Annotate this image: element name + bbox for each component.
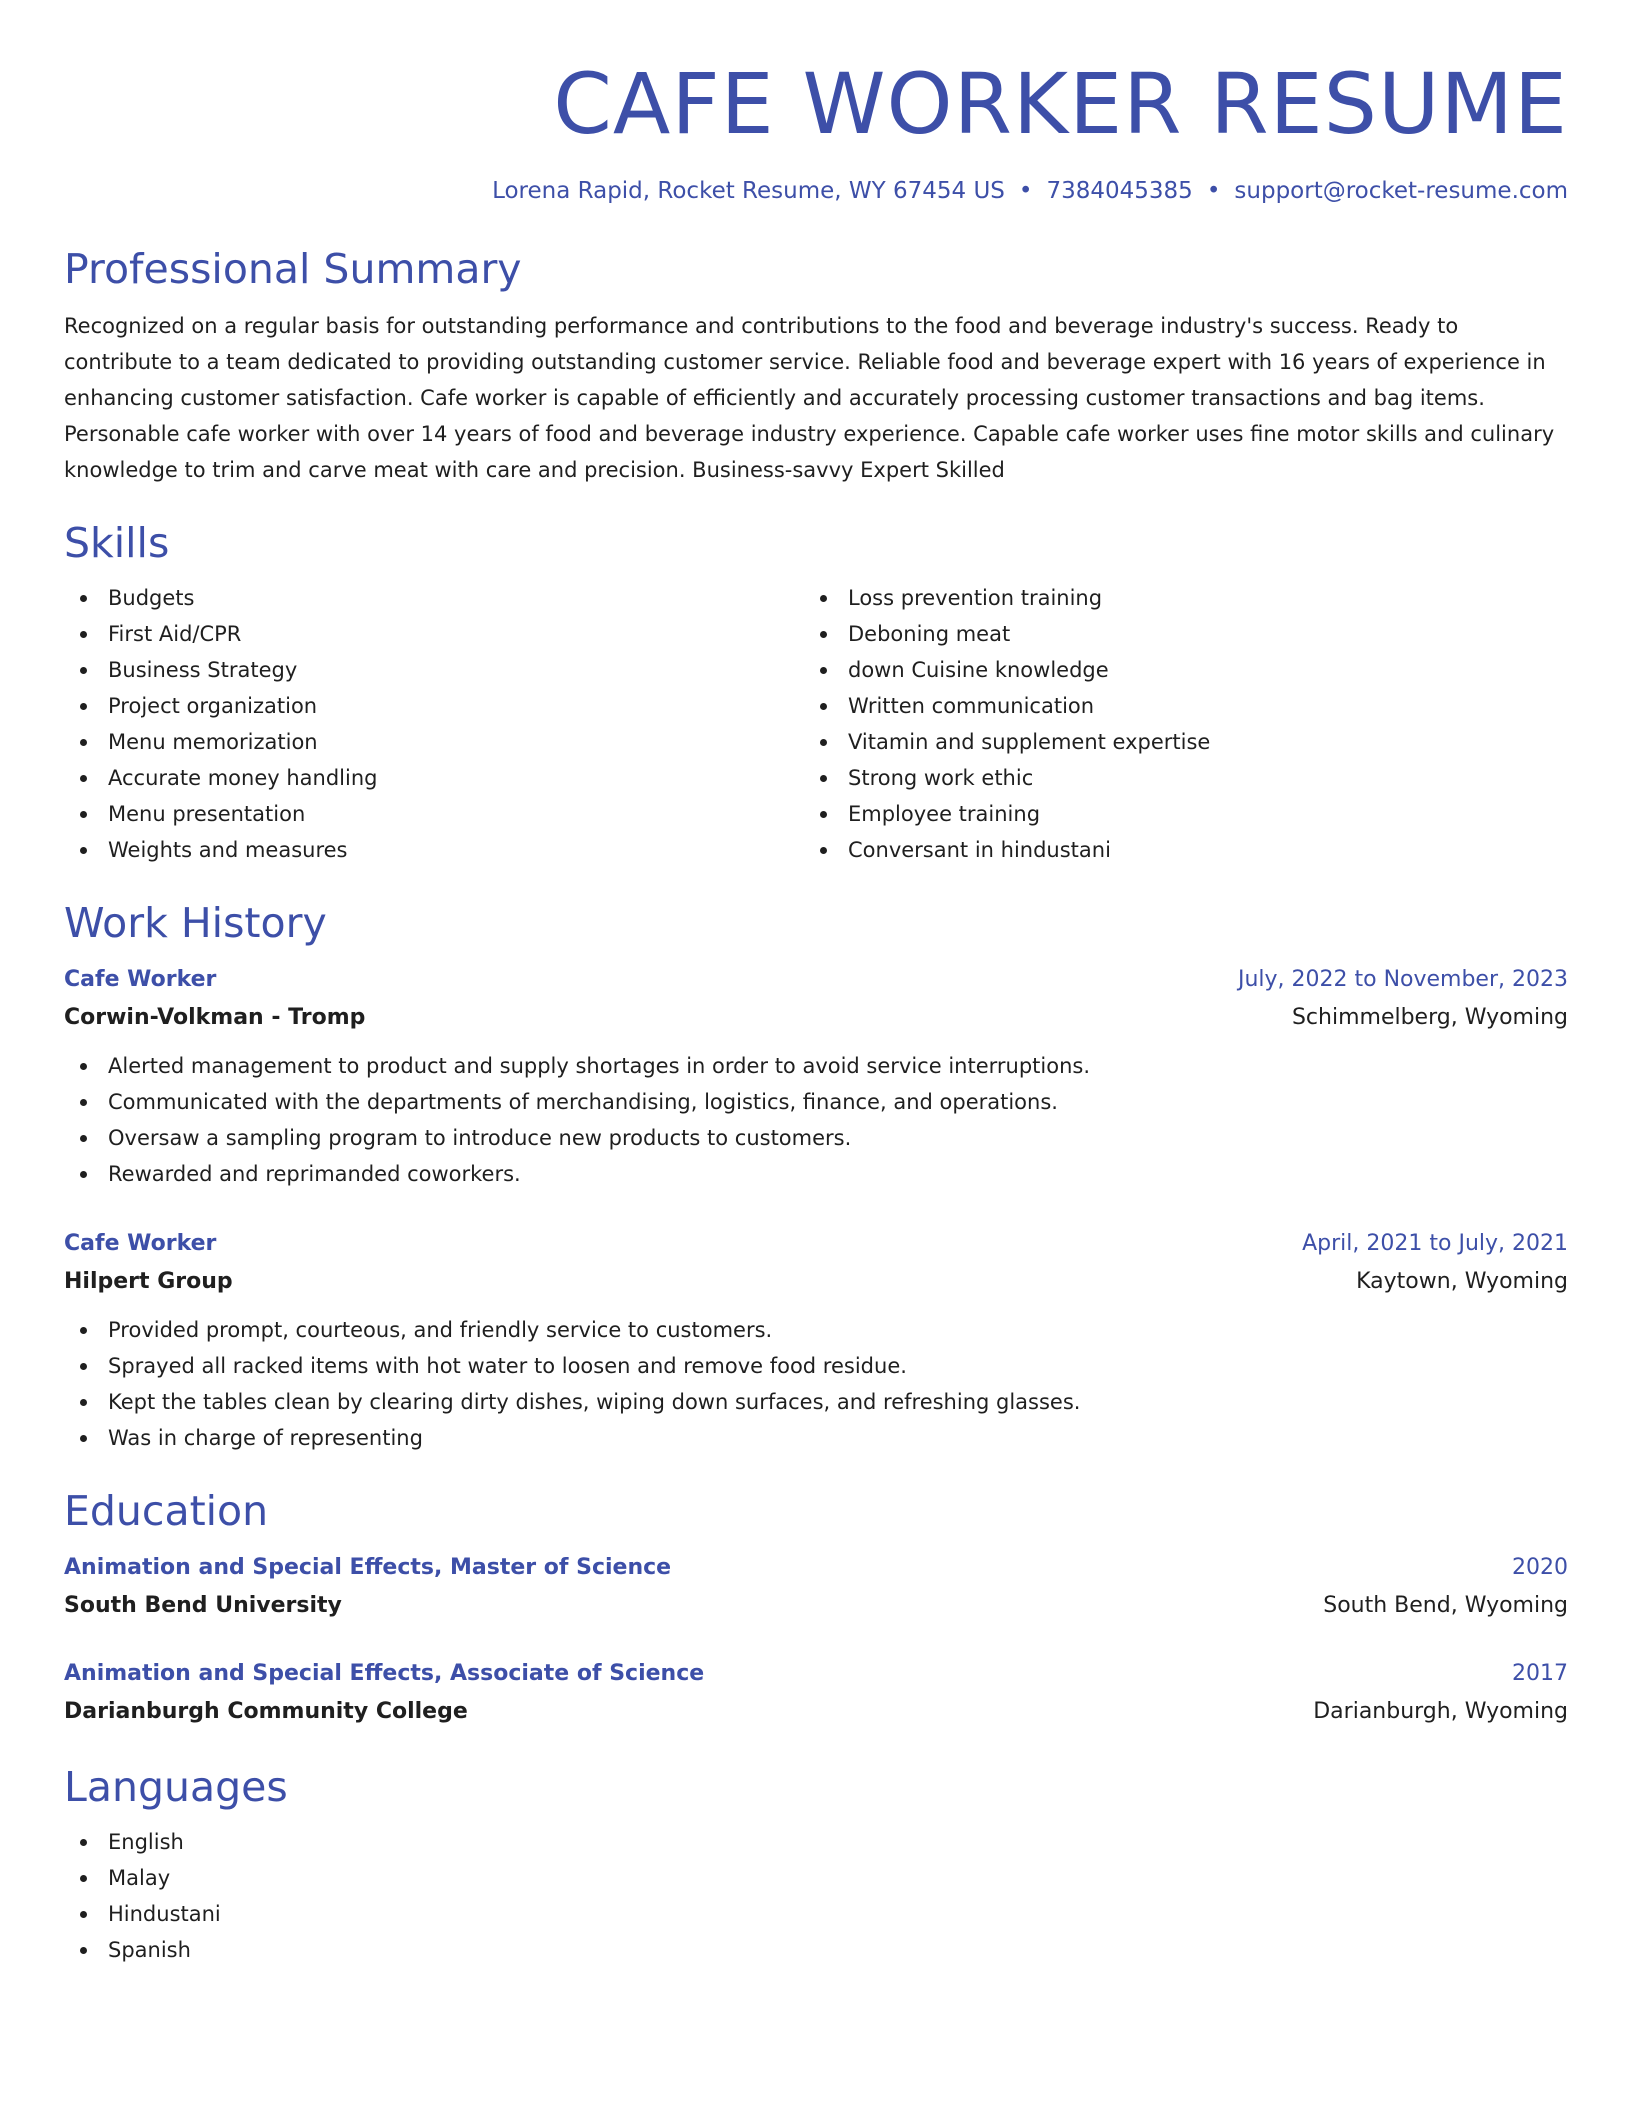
contact-separator: • — [1018, 178, 1033, 204]
education-location: South Bend, Wyoming — [1323, 1593, 1568, 1618]
bullet-icon — [80, 1363, 87, 1370]
bullet-icon — [820, 847, 827, 854]
skills-column-right — [804, 580, 1544, 868]
bullet-icon — [80, 847, 87, 854]
education-header-row — [64, 1550, 1568, 1586]
skill-label: Weights and measures — [108, 838, 348, 862]
job-bullet-text: Was in charge of representing — [108, 1426, 423, 1450]
language-item — [64, 1860, 1568, 1896]
education-entry — [64, 1550, 1568, 1626]
skill-item — [64, 760, 804, 796]
bullet-icon — [820, 811, 827, 818]
bullet-icon — [80, 1839, 87, 1846]
skill-label: Strong work ethic — [848, 766, 1034, 790]
job-company: Hilpert Group — [64, 1269, 233, 1294]
skill-item — [64, 580, 804, 616]
contact-email: support@rocket-resume.com — [1234, 178, 1568, 204]
bullet-icon — [80, 1911, 87, 1918]
skills-grid — [64, 580, 1568, 868]
bullet-icon — [820, 631, 827, 638]
job-bullet — [64, 1420, 1568, 1456]
job-company-row — [64, 1262, 1568, 1302]
bullet-icon — [80, 1435, 87, 1442]
skill-label: Menu memorization — [108, 730, 318, 754]
language-label: Malay — [108, 1866, 171, 1890]
education-entry — [64, 1656, 1568, 1732]
skills-column-left — [64, 580, 804, 868]
job-bullet-text: Oversaw a sampling program to introduce new products to customers. — [108, 1126, 852, 1150]
skill-label: Written communication — [848, 694, 1095, 718]
bullet-icon — [80, 1875, 87, 1882]
job-bullet — [64, 1048, 1568, 1084]
education-school-row — [64, 1692, 1568, 1732]
skill-label: Employee training — [848, 802, 1041, 826]
bullet-icon — [820, 775, 827, 782]
language-label: Hindustani — [108, 1902, 221, 1926]
job-bullet-text: Sprayed all racked items with hot water to loosen and remove food residue. — [108, 1354, 907, 1378]
job-dates: April, 2021 to July, 2021 — [1302, 1231, 1568, 1256]
skill-label: Deboning meat — [848, 622, 1011, 646]
skill-item — [804, 796, 1544, 832]
work-history-heading: Work History — [64, 899, 327, 947]
language-label: Spanish — [108, 1938, 191, 1962]
job-bullet — [64, 1348, 1568, 1384]
bullet-icon — [820, 667, 827, 674]
job-bullet — [64, 1312, 1568, 1348]
bullet-icon — [80, 631, 87, 638]
bullet-icon — [80, 739, 87, 746]
job-location: Schimmelberg, Wyoming — [1291, 1005, 1568, 1030]
bullet-icon — [80, 1171, 87, 1178]
language-item — [64, 1932, 1568, 1968]
education-degree: Animation and Special Effects, Master of Science — [64, 1555, 672, 1580]
job-entry — [64, 962, 1568, 1192]
education-school-row — [64, 1586, 1568, 1626]
skill-item — [804, 652, 1544, 688]
bullet-icon — [820, 595, 827, 602]
contact-line — [64, 176, 1568, 206]
skill-item — [804, 724, 1544, 760]
resume-title: CAFE WORKER RESUME — [553, 55, 1568, 153]
skill-label: Loss prevention training — [848, 586, 1103, 610]
bullet-icon — [80, 1327, 87, 1334]
bullet-icon — [80, 667, 87, 674]
skill-item — [804, 688, 1544, 724]
job-entry — [64, 1226, 1568, 1456]
summary-heading: Professional Summary — [64, 245, 522, 293]
skill-item — [64, 616, 804, 652]
job-bullet-text: Provided prompt, courteous, and friendly service to customers. — [108, 1318, 773, 1342]
bullet-icon — [80, 1099, 87, 1106]
job-header-row — [64, 962, 1568, 998]
language-item — [64, 1824, 1568, 1860]
bullet-icon — [80, 595, 87, 602]
job-location: Kaytown, Wyoming — [1356, 1269, 1568, 1294]
job-company-row — [64, 998, 1568, 1038]
job-title: Cafe Worker — [64, 1231, 217, 1256]
job-bullet-text: Communicated with the departments of merchandising, logistics, finance, and operations. — [108, 1090, 1058, 1114]
education-location: Darianburgh, Wyoming — [1313, 1699, 1568, 1724]
skill-item — [804, 580, 1544, 616]
skill-label: Menu presentation — [108, 802, 306, 826]
job-header-row — [64, 1226, 1568, 1262]
bullet-icon — [80, 1063, 87, 1070]
languages-heading: Languages — [64, 1763, 288, 1811]
skill-label: Project organization — [108, 694, 318, 718]
job-bullets — [64, 1048, 1568, 1192]
skill-item — [64, 724, 804, 760]
bullet-icon — [80, 1135, 87, 1142]
bullet-icon — [820, 739, 827, 746]
skill-item — [804, 760, 1544, 796]
contact-phone: 7384045385 — [1046, 178, 1193, 204]
skill-item — [804, 832, 1544, 868]
education-year: 2017 — [1512, 1661, 1568, 1686]
skills-heading: Skills — [64, 519, 170, 567]
contact-address: Lorena Rapid, Rocket Resume, WY 67454 US — [492, 178, 1005, 204]
job-bullet — [64, 1084, 1568, 1120]
skill-label: Budgets — [108, 586, 195, 610]
education-header-row — [64, 1656, 1568, 1692]
education-school: South Bend University — [64, 1593, 342, 1618]
education-school: Darianburgh Community College — [64, 1699, 468, 1724]
bullet-icon — [80, 775, 87, 782]
skill-label: down Cuisine knowledge — [848, 658, 1109, 682]
education-year: 2020 — [1512, 1555, 1568, 1580]
job-dates: July, 2022 to November, 2023 — [1237, 967, 1568, 992]
language-item — [64, 1896, 1568, 1932]
job-title: Cafe Worker — [64, 967, 217, 992]
language-label: English — [108, 1830, 184, 1854]
summary-text: Recognized on a regular basis for outstanding performance and contributions to the food and beverage industry's success. Ready to contribute to a team dedicated to providing outstanding customer service. Reliable food and beverage expert with 16 years of experience in enhancing customer satisfaction. Cafe worker is capable of efficiently and accurately processing customer transactions and bag items. Personable cafe worker with over 14 years of food and beverage industry experience. Capable cafe worker uses fine motor skills and culinary knowledge to trim and carve meat with care and precision. Business-savvy Expert Skilled — [64, 314, 1555, 482]
job-bullet — [64, 1384, 1568, 1420]
job-bullet — [64, 1156, 1568, 1192]
contact-separator: • — [1206, 178, 1221, 204]
bullet-icon — [80, 703, 87, 710]
bullet-icon — [80, 1399, 87, 1406]
job-bullet-text: Kept the tables clean by clearing dirty dishes, wiping down surfaces, and refreshing glasses. — [108, 1390, 1081, 1414]
bullet-icon — [820, 703, 827, 710]
job-bullet-text: Rewarded and reprimanded coworkers. — [108, 1162, 521, 1186]
job-company: Corwin-Volkman - Tromp — [64, 1005, 366, 1030]
job-bullets — [64, 1312, 1568, 1456]
job-bullet-text: Alerted management to product and supply shortages in order to avoid service interruptions. — [108, 1054, 1091, 1078]
skill-label: Conversant in hindustani — [848, 838, 1111, 862]
education-heading: Education — [64, 1487, 269, 1535]
bullet-icon — [80, 1947, 87, 1954]
skill-item — [64, 832, 804, 868]
job-bullet — [64, 1120, 1568, 1156]
languages-list — [64, 1824, 1568, 1968]
skill-item — [64, 796, 804, 832]
skill-label: First Aid/CPR — [108, 622, 242, 646]
skill-item — [804, 616, 1544, 652]
skill-label: Business Strategy — [108, 658, 298, 682]
skill-item — [64, 652, 804, 688]
bullet-icon — [80, 811, 87, 818]
education-degree: Animation and Special Effects, Associate of Science — [64, 1661, 705, 1686]
skill-label: Accurate money handling — [108, 766, 378, 790]
skill-label: Vitamin and supplement expertise — [848, 730, 1211, 754]
skill-item — [64, 688, 804, 724]
